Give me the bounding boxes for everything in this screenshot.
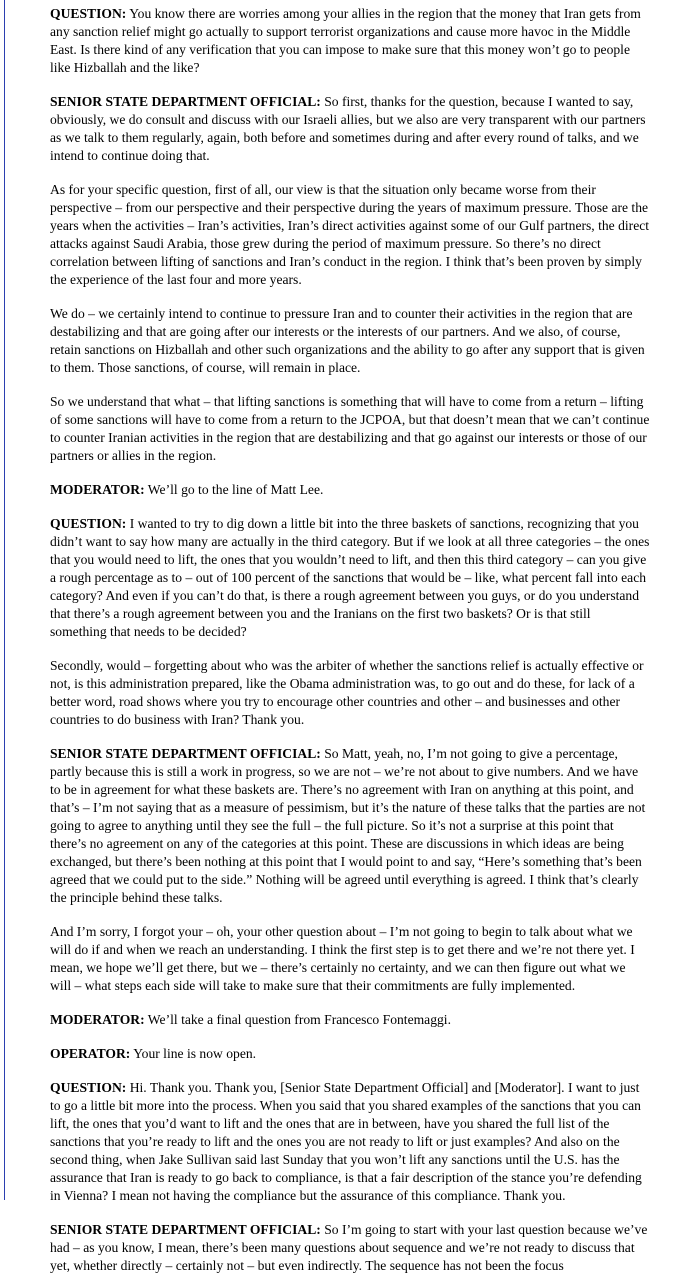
paragraph-official-answer (50, 1221, 650, 1275)
paragraph-question (50, 5, 650, 77)
speaker-label: MODERATOR: (50, 482, 145, 497)
paragraph-text: Secondly, would – forgetting about who was the arbiter of whether the sanctions relief is actually effective or not, is this administration prepared, like the Obama administration was, to go out and do these, for lack of a better word, road shows where you try to encourage other countries and other – and businesses and other countries to do business with Iran? Thank you. (50, 658, 644, 727)
paragraph-text: And I’m sorry, I forgot your – oh, your other question about – I’m not going to begin to talk about what we will do if and when we reach an understanding. I think the first step is to get there and we’re not there yet. I mean, we hope we’ll get there, but we – there’s certainly no certainty, and we can then figure out what we will – what steps each side will take to make sure that their commitments are fully implemented. (50, 924, 635, 993)
paragraph-operator (50, 1045, 650, 1063)
paragraph-text: I wanted to try to dig down a little bit into the three baskets of sanctions, recognizing that you didn’t want to say how many are actually in the third category. But if we look at all three categories – the ones that you would need to lift, the ones that you wouldn’t need to lift, and then this third category – can you give a rough percentage as to – out of 100 percent of the sanctions that would be – like, what percent fall into each category? And even if you can’t do that, is there a rough agreement between you guys, or do you understand that there’s a rough agreement between you and the Iranians on the first two baskets? Or is that still something that needs to be decided? (50, 516, 650, 639)
paragraph-official-answer (50, 745, 650, 907)
paragraph-question (50, 515, 650, 641)
paragraph-moderator (50, 481, 650, 499)
paragraph-text: Your line is now open. (130, 1046, 257, 1061)
paragraph-text: So we understand that what – that lifting sanctions is something that will have to come from a return – lifting of some sanctions will have to come from a return to the JCPOA, but that doesn’t mean that we can’t continue to counter Iranian activities in the region that are destabilizing and that go against our interests or those of our partners or allies in the region. (50, 394, 650, 463)
speaker-label: OPERATOR: (50, 1046, 131, 1061)
paragraph-text: As for your specific question, first of all, our view is that the situation only became worse from their perspective – from our perspective and their perspective during the years of maximum pressure. Those are the years when the activities – Iran’s activities, Iran’s direct activities against some of our Gulf partners, the direct attacks against Saudi Arabia, those grew during the period of maximum pressure. So there’s no direct correlation between lifting of sanctions and Iran’s conduct in the region. I think that’s been proven by simply the experience of the last four and more years. (50, 182, 650, 287)
paragraph-text: So Matt, yeah, no, I’m not going to give a percentage, partly because this is still a work in progress, so we are not – we’re not about to give numbers. And we have to be in agreement for what these baskets are. There’s no agreement with Iran on anything at this point, and that’s – I’m not saying that as a measure of pessimism, but it’s the nature of these talks that the parties are not going to agree to anything until they see the full – the full picture. So it’s not a surprise at this point that there’s no agreement on any of the categories at this point. These are discussions in which ideas are being exchanged, but there’s been nothing at this point that I would point to and say, “Here’s something that’s been agreed that we could put to the side.” Nothing will be agreed until everything is agreed. I think that’s clearly the principle behind these talks. (50, 746, 646, 905)
speaker-label: QUESTION: (50, 1080, 127, 1095)
speaker-label: QUESTION: (50, 6, 127, 21)
speaker-label: SENIOR STATE DEPARTMENT OFFICIAL: (50, 94, 321, 109)
speaker-label: QUESTION: (50, 516, 127, 531)
paragraph-question (50, 1079, 650, 1205)
paragraph-continuation (50, 181, 650, 289)
paragraph-text: So first, thanks for the question, because I wanted to say, obviously, we do consult and discuss with our Israeli allies, but we also are very transparent with our partners as we talk to them regularly, again, both before and sometimes during and after every round of talks, and we intend to continue doing that. (50, 94, 646, 163)
paragraph-text: We do – we certainly intend to continue to pressure Iran and to counter their activities in the region that are destabilizing and that are going after our interests or the interests of our partners. And we also, of course, retain sanctions on Hizballah and other such organizations and the ability to go after any support that is given to them. Those sanctions, of course, will remain in place. (50, 306, 645, 375)
paragraph-continuation (50, 657, 650, 729)
speaker-label: SENIOR STATE DEPARTMENT OFFICIAL: (50, 746, 321, 761)
paragraph-text: Hi. Thank you. Thank you, [Senior State Department Official] and [Moderator]. I want to just to go a little bit more into the process. When you said that you shared examples of the sanctions that you can lift, the ones that you’d want to lift and the ones that are in between, have you shared the full list of the sanctions that you’re ready to lift and the ones you are not ready to lift or just examples? And also on the second thing, when Jake Sullivan said last Sunday that you won’t lift any sanctions until the U.S. has the assurance that Iran is ready to go back to compliance, is that a fair description of the stance you’re defending in Vienna? I mean not having the compliance but the assurance of this compliance. Thank you. (50, 1080, 642, 1203)
paragraph-text: You know there are worries among your allies in the region that the money that Iran gets from any sanction relief might go actually to support terrorist organizations and cause more havoc in the Middle East. Is there kind of any verification that you can impose to make sure that this money won’t go to people like Hizballah and the like? (50, 6, 641, 75)
paragraph-official-answer (50, 93, 650, 165)
paragraph-text: We’ll go to the line of Matt Lee. (144, 482, 324, 497)
left-margin-rule (4, 0, 5, 1200)
paragraph-text: We’ll take a final question from Francesco Fontemaggi. (144, 1012, 451, 1027)
paragraph-continuation (50, 393, 650, 465)
paragraph-continuation (50, 305, 650, 377)
paragraph-moderator (50, 1011, 650, 1029)
speaker-label: MODERATOR: (50, 1012, 145, 1027)
paragraph-continuation (50, 923, 650, 995)
paragraph-text: So I’m going to start with your last question because we’ve had – as you know, I mean, there’s been many questions about sequence and we’re not ready to discuss that yet, whether directly – certainly not – but even indirectly. The sequence has not been the focus (50, 1222, 648, 1273)
speaker-label: SENIOR STATE DEPARTMENT OFFICIAL: (50, 1222, 321, 1237)
